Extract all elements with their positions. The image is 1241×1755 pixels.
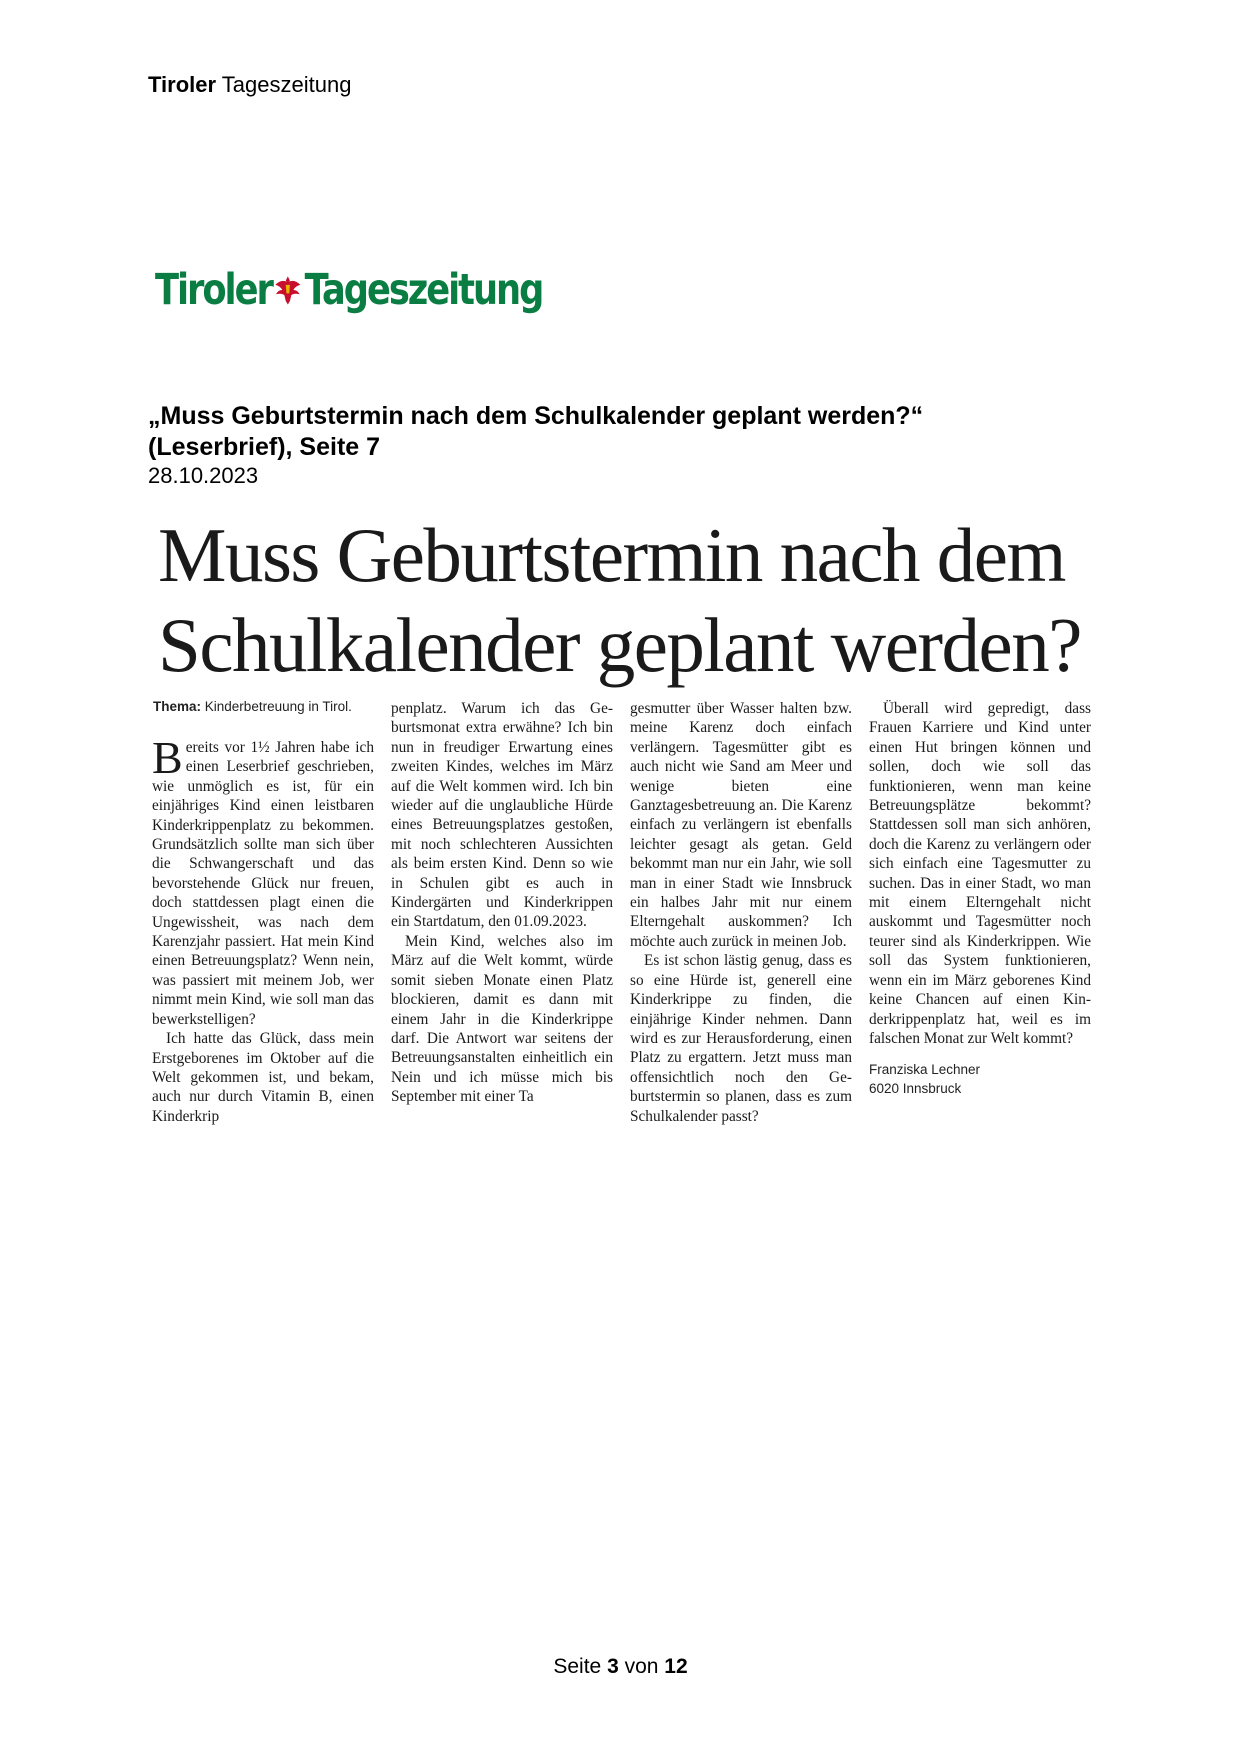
paragraph-text: ereits vor 1½ Jahren habe ich einen Leserbrief geschrieben, wie unmöglich es ist, für ein einjähriges Kind einen leistbaren Kinderkrippenplatz zu bekommen. Grundsätzlich sollte man sich über die Schwangerschaft und das bevorstehende Glück nur freuen, doch stattdessen plagt einen die Ungewissheit, was nach dem Karenzjahr passiert. Hat mein Kind einen Betreuungsplatz? Wenn nein, was passiert mit meinem Job, wer nimmt mein Kind, wie soll man das bewerkstelligen? <box>152 739 374 1028</box>
logo-text-left: Tiroler <box>155 265 272 315</box>
publication-source <box>148 72 351 98</box>
paragraph: Mein Kind, welches also im März auf die Welt kommt, würde somit sieben Monate einen Platz blockieren, damit es dann mit einem Jahr in die Kinderkrippe darf. Die Antwort war seitens der Betreuungsanstalten einheitlich ein Nein und ich müsse mich bis September mit einer Ta <box>391 932 613 1106</box>
drop-cap: B <box>152 732 183 783</box>
author-name: Franziska Lechner <box>869 1062 981 1078</box>
total-pages: 12 <box>664 1655 688 1678</box>
page-number <box>0 1655 1241 1679</box>
author-signature <box>869 1060 1091 1098</box>
topic-label: Thema: <box>153 699 202 714</box>
page-prefix: Seite <box>553 1655 602 1678</box>
article-column-3 <box>630 699 852 1126</box>
document-title-line1: „Muss Geburtstermin nach dem Schulkalender geplant werden?“ <box>148 402 924 430</box>
topic-text: Kinderbetreuung in Tirol. <box>204 699 352 714</box>
page-separator: von <box>624 1655 659 1678</box>
paragraph: gesmutter über Wasser halten bzw. meine Karenz doch einfach verlängern. Tagesmütter gibt es auch nicht wie Sand am Meer und wenige bieten eine Ganztagesbetreuung an. Die Karenz einfach zu verlängern ist ebenfalls leichter gesagt als getan. Geld bekommt man nur ein Jahr, wie soll man in einer Stadt wie Innsbruck ein halbes Jahr mit nur einem Elterngehalt auskommen? Ich möchte auch zurück in meinen Job. <box>630 700 852 950</box>
article-topic <box>153 699 352 714</box>
article-column-4 <box>869 699 1091 1098</box>
source-name-bold: Tiroler <box>148 72 217 97</box>
paragraph: Überall wird gepredigt, dass Frauen Karriere und Kind unter einen Hut bringen können und sollen, doch wie soll das funktionieren, wenn man keine Betreuungsplätze bekommt? Stattdessen soll man sich anhören, doch die Karenz zu verlängern oder sich einfach eine Tagesmutter zu suchen. Das in einer Stadt, wo man mit einem Elterngehalt nicht auskommt und Tagesmütter noch teurer sind als Kinderkrippen. Wie soll das System funktionieren, wenn ein im März geborenes Kind keine Chancen auf einen Kinderkrippenplatz hat, weil es im falschen Monat zur Welt kommt? <box>869 700 1091 1047</box>
paragraph: Ich hatte das Glück, dass mein Erstgeborenes im Oktober auf die Welt gekommen ist, und bekam, auch nur durch Vitamin B, einen Kinderkrip <box>152 1030 374 1125</box>
article-column-2 <box>391 699 613 1107</box>
document-date: 28.10.2023 <box>148 463 259 488</box>
logo-text-right: Tageszeitung <box>304 265 543 315</box>
document-title <box>148 401 1108 463</box>
newspaper-logo <box>155 262 542 318</box>
article-headline <box>158 510 1098 690</box>
source-name-rest: Tageszeitung <box>221 72 352 97</box>
document-title-line2: (Leserbrief), Seite 7 <box>148 433 381 461</box>
headline-line1: Muss Geburtstermin nach dem <box>158 512 1065 598</box>
paragraph <box>152 732 374 1029</box>
article-column-1 <box>152 732 374 1126</box>
tyrolean-eagle-icon <box>274 273 302 307</box>
current-page: 3 <box>607 1655 619 1678</box>
paragraph: penplatz. Warum ich das Geburtsmonat extra erwähne? Ich bin nun in freudiger Erwartung eines zweiten Kindes, welches im März auf die Welt kommen wird. Ich bin wieder auf die unglaubliche Hürde eines Betreuungsplatzes gestoßen, mit noch schlechteren Aussichten als beim ersten Kind. Denn so wie in Schulen gibt es auch in Kindergärten und Kinderkrippen ein Startdatum, den 01.09.2023. <box>391 700 613 931</box>
headline-line2: Schulkalender geplant werden? <box>158 602 1081 688</box>
paragraph: Es ist schon lästig genug, dass es so eine Hürde ist, generell eine Kinderkrippe zu finden, die einjährige Kinder nehmen. Dann wird es zur Herausforderung, einen Platz zu ergattern. Jetzt muss man offensichtlich noch den Geburtstermin so planen, dass es zum Schulkalender passt? <box>630 952 852 1125</box>
author-city: 6020 Innsbruck <box>869 1081 962 1097</box>
